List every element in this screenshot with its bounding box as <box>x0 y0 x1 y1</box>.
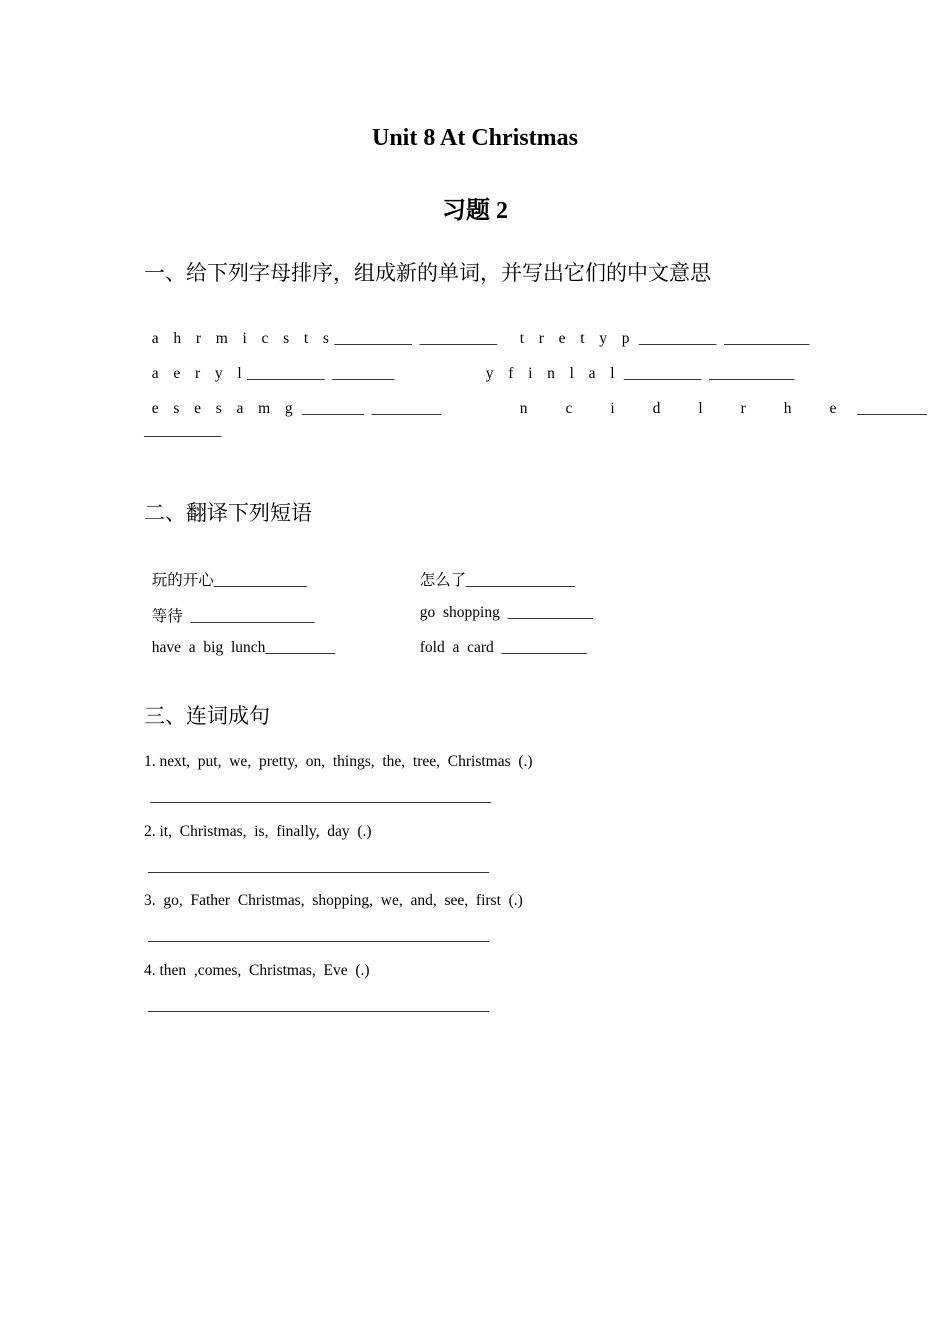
sentence-prompt-2: 2. it, Christmas, is, finally, day (.) <box>144 823 372 840</box>
scrambled-letters: n c i d l r h e <box>519 400 854 417</box>
page-subtitle: 习题 2 <box>442 198 508 224</box>
phrase-text: 等待 <box>151 608 183 625</box>
answer-blank[interactable]: ____________ <box>213 572 307 589</box>
phrase-text: go shopping <box>419 604 500 621</box>
phrase-text: fold a card <box>419 639 494 656</box>
answer-blank[interactable]: _________ <box>265 639 336 656</box>
sentence-prompt-4: 4. then ,comes, Christmas, Eve (.) <box>144 962 370 979</box>
answer-blank[interactable]: ________ _________ <box>301 400 442 417</box>
phrase-text: 玩的开心 <box>151 572 214 589</box>
phrase-item-2 <box>412 550 575 590</box>
phrase-item-4 <box>412 586 593 622</box>
scrambled-letters: y f i n l a l <box>485 365 620 382</box>
phrase-text: 怎么了 <box>419 572 467 589</box>
sentence-prompt-1: 1. next, put, we, pretty, on, things, the, tree, Christmas (.) <box>144 753 533 770</box>
sentence-answer-line[interactable]: ____________________________________________ <box>148 858 489 875</box>
phrase-item-3 <box>144 586 315 626</box>
scrambled-letters: a e r y l <box>151 365 248 382</box>
unscramble-item-3 <box>144 347 394 383</box>
answer-blank[interactable]: ______________ <box>466 572 575 589</box>
answer-blank[interactable]: __________ ________ <box>247 365 395 382</box>
answer-blank-overflow[interactable]: __________ <box>144 422 222 439</box>
answer-blank[interactable]: ___________ <box>507 604 593 621</box>
sentence-answer-line[interactable]: ____________________________________________ <box>148 927 489 944</box>
sentence-prompt-3: 3. go, Father Christmas, shopping, we, and, see, first (.) <box>144 892 523 909</box>
page-title: Unit 8 At Christmas <box>371 125 578 151</box>
unscramble-item-5 <box>144 382 441 418</box>
unscramble-item-2 <box>512 312 809 348</box>
answer-blank[interactable]: __________ ___________ <box>638 330 810 347</box>
unscramble-item-6 <box>512 382 927 418</box>
answer-blank[interactable]: _________ <box>857 400 928 417</box>
phrase-item-5 <box>144 621 335 657</box>
sentence-answer-line[interactable]: ____________________________________________ <box>148 997 489 1014</box>
answer-blank[interactable]: ___________ <box>501 639 587 656</box>
sentence-answer-line[interactable]: ____________________________________________ <box>150 788 491 805</box>
unscramble-item-1 <box>144 312 497 348</box>
answer-blank[interactable]: ________________ <box>190 608 315 625</box>
scrambled-letters: a h r m i c s t s <box>151 330 335 347</box>
section1-heading: 一、给下列字母排序，组成新的单词，并写出它们的中文意思 <box>144 261 711 285</box>
unscramble-item-4 <box>478 347 794 383</box>
scrambled-letters: e s e s a m g <box>151 400 299 417</box>
answer-blank[interactable]: __________ __________ <box>334 330 498 347</box>
section3-heading: 三、连词成句 <box>144 704 270 728</box>
scrambled-letters: t r e t y p <box>519 330 635 347</box>
phrase-item-1 <box>144 550 307 590</box>
answer-blank[interactable]: __________ ___________ <box>623 365 795 382</box>
section2-heading: 二、翻译下列短语 <box>144 501 312 525</box>
phrase-text: have a big lunch <box>151 639 266 656</box>
phrase-item-6 <box>412 621 587 657</box>
